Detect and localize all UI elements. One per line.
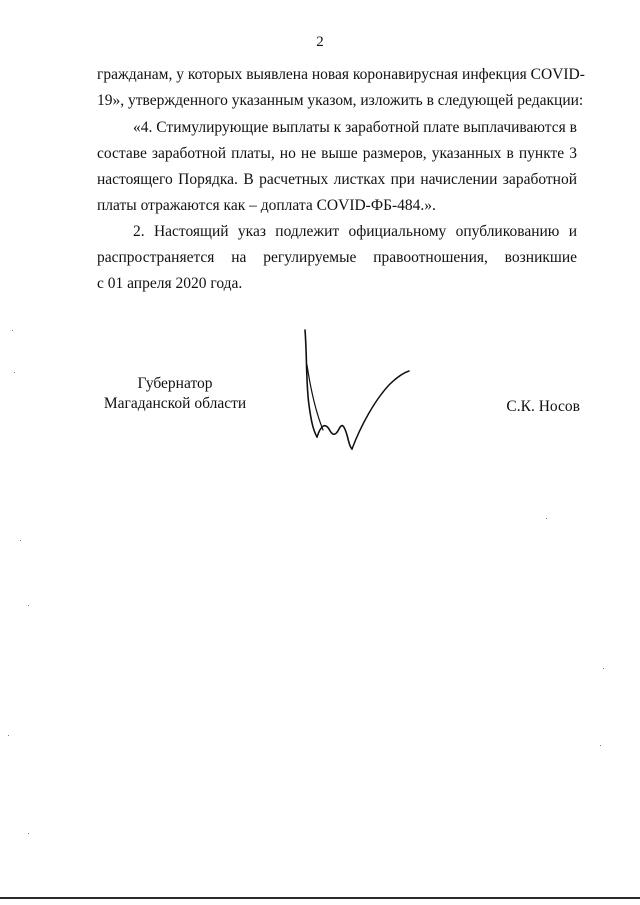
body-line: 2. Настоящий указ подлежит официальному опубликованию и	[133, 223, 577, 240]
body-line: распространяется на регулируемые правоотношения, возникшие	[97, 249, 577, 266]
scan-speck	[603, 668, 604, 669]
body-line: 19», утвержденного указанным указом, изложить в следующей редакции:	[97, 92, 584, 109]
page-bottom-edge	[0, 897, 640, 899]
body-line: платы отражаются как – доплата COVID-ФБ-484.».	[97, 197, 436, 214]
body-line: с 01 апреля 2020 года.	[97, 275, 243, 292]
scan-speck	[28, 605, 29, 606]
scan-speck	[14, 372, 15, 373]
body-line: составе заработной платы, но не выше размеров, указанных в пункте 3	[97, 145, 577, 162]
scan-speck	[20, 540, 21, 541]
scan-speck	[12, 330, 13, 331]
scan-speck	[600, 745, 601, 746]
body-line: гражданам, у которых выявлена новая коронавирусная инфекция COVID-	[97, 66, 585, 83]
scan-speck	[546, 518, 547, 519]
body-line: «4. Стимулирующие выплаты к заработной плате выплачиваются в	[133, 119, 577, 136]
body-line: настоящего Порядка. В расчетных листках при начислении заработной	[97, 171, 577, 188]
signer-position-line2: Магаданской области	[103, 395, 247, 412]
handwritten-signature	[295, 325, 415, 455]
page-number: 2	[316, 34, 324, 50]
signer-position-line1: Губернатор	[137, 375, 213, 392]
signer-name: С.К. Носов	[506, 398, 580, 415]
scan-speck	[8, 735, 9, 736]
scan-speck	[28, 833, 29, 834]
